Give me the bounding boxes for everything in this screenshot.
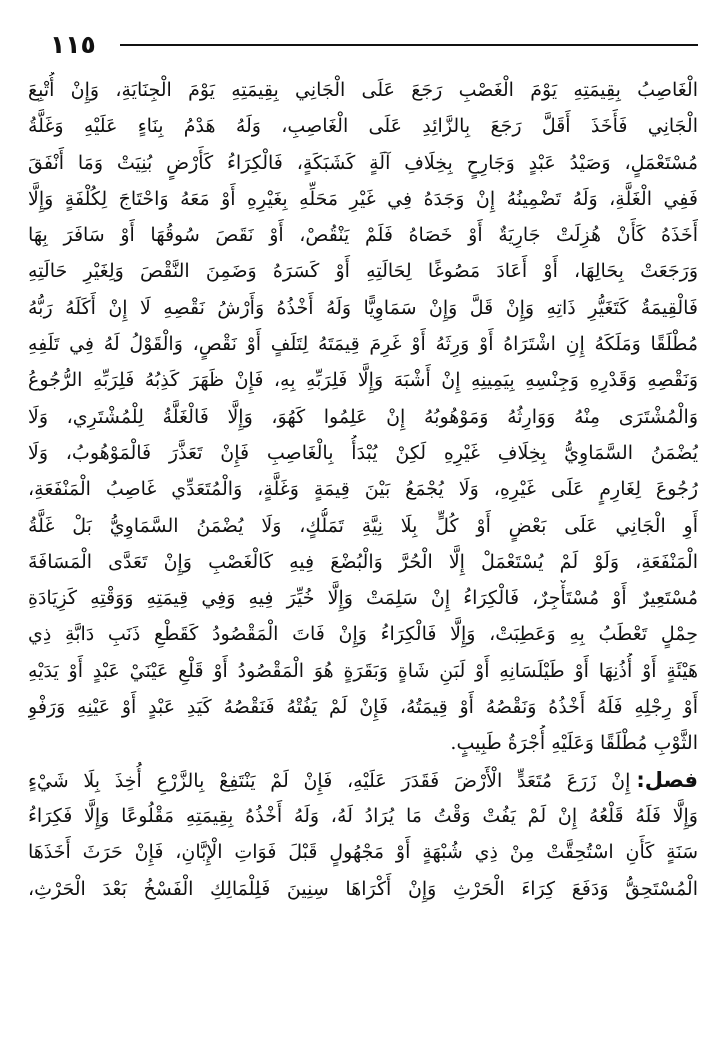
text-line: وَرَجَعَتْ بِحَالِهَا، أَوْ أَعَادَ مَصُوغًا لِحَالَتِهِ أَوْ كَسَرَهُ وَضَمِنَ النَّقْصَ وَلِغَيْرِ حَالَتِهِ <box>28 260 698 283</box>
text-line: أَوْ رِجْلِهِ فَلَهُ أَخْذُهُ وَنَقْصُهُ أَوْ قِيمَتُهُ، فَإِنْ لَمْ يَفُتْهُ فَنَقْصُهُ كَيَدِ عَبْدٍ أَوْ عَيْنِهِ وَرَفْوِ <box>28 696 698 719</box>
body-text <box>28 72 698 907</box>
text-line: حِمْلٍ تَعْطَبُ بِهِ وَعَطِبَتْ، وَإِلَّا فَالْكِرَاءُ وَإِنْ فَاتَ الْمَقْصُودُ كَقَطْعِ ذَنَبِ دَابَّةِ ذِي <box>28 623 698 646</box>
text-line: أَخَذَهُ كَأَنْ هُزِلَتْ جَارِيَةٌ أَوْ خَصَاهُ فَلَمْ يَنْقُصْ، أَوْ نَقَصَ سُوقُهَا أَوْ سَافَرَ بِهَا <box>28 224 698 247</box>
section-text: إِنْ زَرَعَ مُتَعَدٍّ الْأَرْضَ فَقَدَرَ عَلَيْهِ، فَإِنْ لَمْ يَنْتَفِعْ بِالزَّرْعِ أُخِذَ بِلَا شَيْءٍ <box>28 769 631 792</box>
text-line: مُسْتَعْمَلٍ، وَصَيْدُ عَبْدٍ وَجَارِحٍ بِخِلَافِ آلَةٍ كَشَبَكَةٍ، فَالْكِرَاءُ كَأَرْضٍ بُنِيَتْ وَمَا أَنْفَقَ <box>28 151 698 174</box>
page-header <box>50 30 698 60</box>
text-line: فَالْقِيمَةُ كَتَغَيُّرِ ذَاتِهِ وَإِنْ قَلَّ وَإِنْ سَمَاوِيًّا وَلَهُ أَخْذُهُ وَأَرْشُ نَقْصِهِ لَا إِنْ أَكَلَهُ رَبُّهُ <box>28 296 698 319</box>
text-line: وَنَقْصِهِ وَقَدْرِهِ وَجِنْسِهِ بِيَمِينِهِ إِنْ أَشْبَهَ وَإِلَّا فَلِرَبِّهِ بِهِ، فَإِنْ ظَهَرَ كَذِبُهُ فَلِرَبِّهِ الرُّجُوعُ <box>28 369 698 392</box>
text-line: أَوِ الْجَانِي عَلَى بَعْضٍ أَوْ كُلٍّ بِلَا نِيَّةِ تَمَلُّكٍ، وَلَا يُضْمَنُ السَّمَاوِيُّ بَلْ غَلَّةُ <box>28 514 698 537</box>
section-heading: فصل: <box>636 767 698 792</box>
text-line: سَنَةٍ كَأَنِ اسْتُحِقَّتْ مِنْ ذِي شُبْهَةٍ أَوْ مَجْهُولٍ قَبْلَ فَوَاتِ الْإِبَّانِ، فَإِنْ حَرَثَ أَخَذَهَا <box>28 841 698 864</box>
text-line: الثَّوْبِ مُطْلَقًا وَعَلَيْهِ أُجْرَةُ طَبِيبٍ. <box>450 732 698 755</box>
text-line: وَإِلَّا فَلَهُ قَلْعُهُ إِنْ لَمْ يَفُتْ وَقْتُ مَا يُرَادُ لَهُ، وَلَهُ أَخْذُهُ بِقِيمَتِهِ مَقْلُوعًا وَإِلَّا فَكِرَاءُ <box>28 804 698 827</box>
text-line: وَالْمُشْتَرَى مِنْهُ وَوَارِثُهُ وَمَوْهُوبُهُ إِنْ عَلِمُوا كَهُوَ، وَإِلَّا فَالْغَلَّةُ لِلْمُشْتَرِي، وَلَا <box>28 405 698 428</box>
text-line: رُجُوعَ لِغَارِمٍ عَلَى غَيْرِهِ، وَلَا يُجْمَعُ بَيْنَ قِيمَةٍ وَغَلَّةٍ، وَالْمُتَعَدِّي غَاصِبُ الْمَنْفَعَةِ، <box>28 478 698 501</box>
section-first-line <box>28 762 698 798</box>
text-line: الْمُسْتَحِقُّ وَدَفَعَ كِرَاءَ الْحَرْثِ وَإِنْ أَكْرَاهَا سِنِينَ فَلِلْمَالِكِ الْفَسْخُ بَعْدَ الْحَرْثِ، <box>28 877 698 900</box>
text-line: فَفِي الْغَلَّةِ، وَلَهُ تَضْمِينُهُ إِنْ وَجَدَهُ فِي غَيْرِ مَحَلِّهِ بِغَيْرِهِ أَوْ مَعَهُ وَاحْتَاجَ لِكُلْفَةٍ وَإِلَّا <box>28 187 698 210</box>
text-line: هَيْئَةٍ أَوْ أُذُنِهَا أَوْ طَيْلَسَانِهِ أَوْ لَبَنِ شَاةٍ وَبَقَرَةٍ هُوَ الْمَقْصُودُ أَوْ قَلْعِ عَيْنَيْ عَبْدٍ أَوْ يَدَيْهِ <box>28 659 698 682</box>
text-line: يُضْمَنُ السَّمَاوِيُّ بِخِلَافِ غَيْرِهِ لَكِنْ يُبْدَأُ بِالْغَاصِبِ فَإِنْ تَعَذَّرَ فَالْمَوْهُوبُ، وَلَا <box>28 441 698 464</box>
header-rule <box>120 44 698 46</box>
text-line: مُسْتَعِيرٌ أَوْ مُسْتَأْجِرٌ، فَالْكِرَاءُ إِنْ سَلِمَتْ وَإِلَّا خُيِّرَ فِيهِ وَفِي قِيمَتِهِ وَوَقْتِهِ كَزِيَادَةِ <box>28 587 698 610</box>
text-line: الْغَاصِبُ بِقِيمَتِهِ يَوْمَ الْغَصْبِ رَجَعَ عَلَى الْجَانِي بِقِيمَتِهِ يَوْمَ الْجِنَايَةِ، وَإِنْ أُتْبِعَ <box>28 79 698 101</box>
text-line: الْمَنْفَعَةِ، وَلَوْ لَمْ يُسْتَعْمَلْ إِلَّا الْحُرَّ وَالْبُضْعَ فِيهِ كَالْغَصْبِ وَإِنْ تَعَدَّى الْمَسَافَةَ <box>28 550 698 573</box>
text-line: مُطْلَقًا وَمَلَكَهُ إِنِ اشْتَرَاهُ أَوْ وَرِثَهُ أَوْ غَرِمَ قِيمَتَهُ لِتَلَفٍ أَوْ نَقْصٍ، وَالْقَوْلُ لَهُ فِي تَلَفِهِ <box>28 333 698 356</box>
page-number: ١١٥ <box>50 30 96 59</box>
text-line: الْجَانِي فَأَخَذَ أَقَلَّ رَجَعَ بِالزَّائِدِ عَلَى الْغَاصِبِ، وَلَهُ هَدْمُ بِنَاءٍ عَلَيْهِ وَغَلَّةُ <box>28 115 698 138</box>
